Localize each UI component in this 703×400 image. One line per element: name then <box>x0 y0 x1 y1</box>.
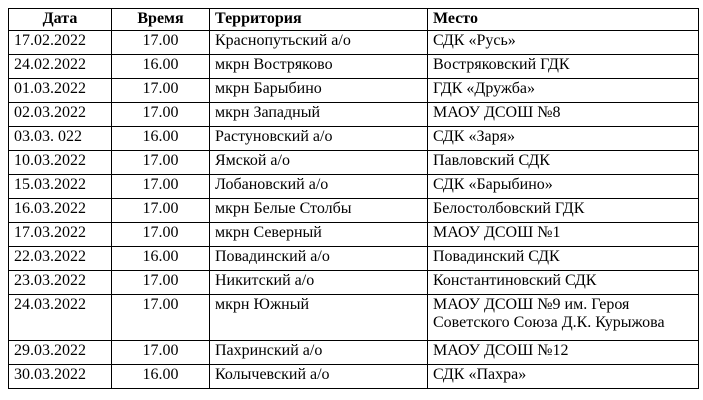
table-row <box>9 79 699 103</box>
table-row <box>9 341 699 365</box>
time-cell: 16.00 <box>112 55 210 79</box>
table-row <box>9 271 699 295</box>
time-cell: 17.00 <box>112 199 210 223</box>
header-time: Время <box>112 9 210 31</box>
place-cell: СДК «Русь» <box>428 31 699 55</box>
time-cell: 17.00 <box>112 341 210 365</box>
place-cell: СДК «Пахра» <box>428 365 699 389</box>
table-row <box>9 175 699 199</box>
table-row <box>9 365 699 389</box>
schedule-table <box>8 8 699 389</box>
time-cell: 17.00 <box>112 151 210 175</box>
territory-cell: мкрн Барыбино <box>210 79 428 103</box>
table-row <box>9 151 699 175</box>
date-cell: 30.03.2022 <box>9 365 112 389</box>
date-cell: 01.03.2022 <box>9 79 112 103</box>
territory-cell: Ямской а/о <box>210 151 428 175</box>
time-cell: 17.00 <box>112 79 210 103</box>
date-cell: 23.03.2022 <box>9 271 112 295</box>
place-cell: МАОУ ДСОШ №1 <box>428 223 699 247</box>
territory-cell: Повадинский а/о <box>210 247 428 271</box>
date-cell: 22.03.2022 <box>9 247 112 271</box>
time-cell: 16.00 <box>112 365 210 389</box>
territory-cell: Никитский а/о <box>210 271 428 295</box>
territory-cell: мкрн Западный <box>210 103 428 127</box>
date-cell: 15.03.2022 <box>9 175 112 199</box>
territory-cell: Растуновский а/о <box>210 127 428 151</box>
place-cell: МАОУ ДСОШ №9 им. Героя Советского Союза Д.К. Курыжова <box>428 295 699 341</box>
date-cell: 17.03.2022 <box>9 223 112 247</box>
place-cell: Константиновский СДК <box>428 271 699 295</box>
territory-cell: Лобановский а/о <box>210 175 428 199</box>
date-cell: 17.02.2022 <box>9 31 112 55</box>
place-cell: ГДК «Дружба» <box>428 79 699 103</box>
date-cell: 10.03.2022 <box>9 151 112 175</box>
header-place: Место <box>428 9 699 31</box>
table-row <box>9 199 699 223</box>
table-row <box>9 103 699 127</box>
table-row <box>9 55 699 79</box>
date-cell: 03.03. 022 <box>9 127 112 151</box>
place-cell: МАОУ ДСОШ №12 <box>428 341 699 365</box>
place-cell: МАОУ ДСОШ №8 <box>428 103 699 127</box>
time-cell: 17.00 <box>112 31 210 55</box>
territory-cell: мкрн Белые Столбы <box>210 199 428 223</box>
place-cell: Павловский СДК <box>428 151 699 175</box>
date-cell: 24.02.2022 <box>9 55 112 79</box>
time-cell: 16.00 <box>112 247 210 271</box>
place-cell: Белостолбовский ГДК <box>428 199 699 223</box>
table-row <box>9 295 699 341</box>
territory-cell: Колычевский а/о <box>210 365 428 389</box>
territory-cell: мкрн Южный <box>210 295 428 341</box>
table-row <box>9 31 699 55</box>
table-header-row <box>9 9 699 31</box>
time-cell: 17.00 <box>112 103 210 127</box>
territory-cell: Краснопутьский а/о <box>210 31 428 55</box>
place-cell: СДК «Барыбино» <box>428 175 699 199</box>
time-cell: 16.00 <box>112 127 210 151</box>
territory-cell: Пахринский а/о <box>210 341 428 365</box>
table-row <box>9 127 699 151</box>
place-cell: Востряковский ГДК <box>428 55 699 79</box>
territory-cell: мкрн Северный <box>210 223 428 247</box>
header-territory: Территория <box>210 9 428 31</box>
time-cell: 17.00 <box>112 295 210 341</box>
table-row <box>9 247 699 271</box>
place-cell: Повадинский СДК <box>428 247 699 271</box>
table-row <box>9 223 699 247</box>
time-cell: 17.00 <box>112 223 210 247</box>
time-cell: 17.00 <box>112 271 210 295</box>
header-date: Дата <box>9 9 112 31</box>
date-cell: 29.03.2022 <box>9 341 112 365</box>
date-cell: 24.03.2022 <box>9 295 112 341</box>
territory-cell: мкрн Востряково <box>210 55 428 79</box>
date-cell: 16.03.2022 <box>9 199 112 223</box>
time-cell: 17.00 <box>112 175 210 199</box>
place-cell: СДК «Заря» <box>428 127 699 151</box>
date-cell: 02.03.2022 <box>9 103 112 127</box>
